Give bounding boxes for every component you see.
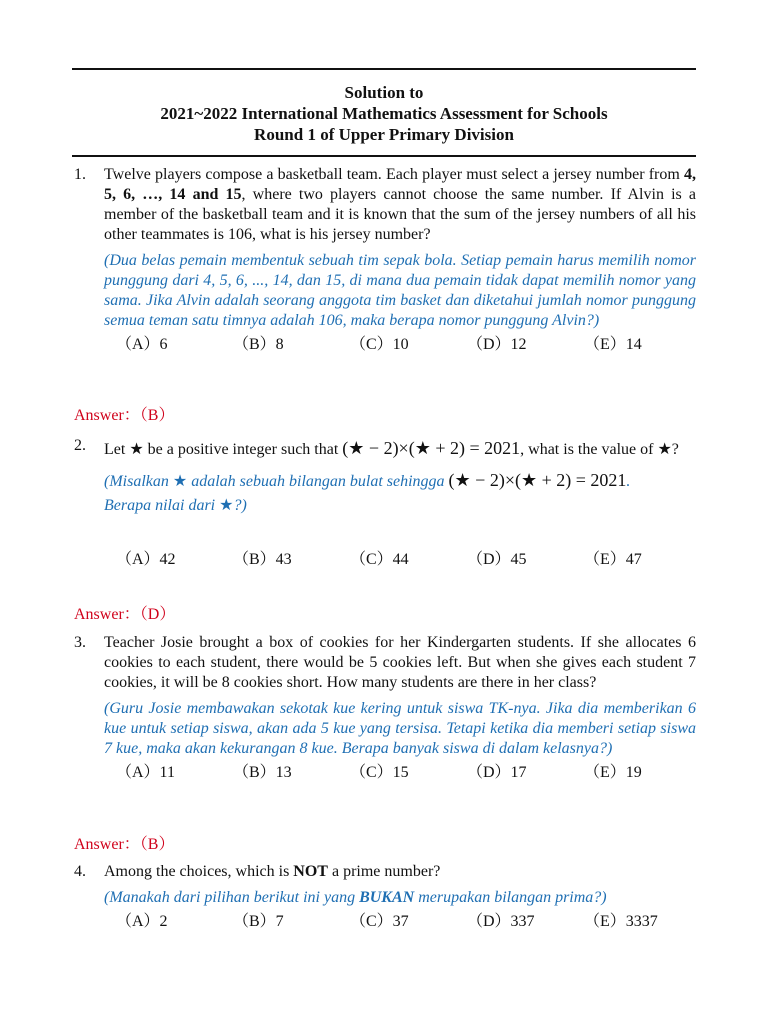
choice-e: （E）47 bbox=[584, 551, 642, 568]
star-symbol: ★ bbox=[129, 441, 144, 458]
question-text-part: , where two players cannot choose the same number. If Alvin is a member of the basketball team and it is known that the sum of the jersey numbers of all his other teammates is 106, what is his jersey number? bbox=[104, 186, 696, 243]
translation-part: . bbox=[626, 473, 631, 490]
question-1 bbox=[72, 165, 696, 357]
translation-part: Berapa nilai dari bbox=[104, 497, 220, 514]
choice-b: （B）7 bbox=[233, 913, 284, 930]
question-text-part: Twelve players compose a basketball team. Each player must select a jersey number from bbox=[104, 166, 684, 183]
choice-c: （C）10 bbox=[350, 336, 409, 353]
choice-d: （D）17 bbox=[467, 764, 527, 781]
question-number: 3. bbox=[74, 634, 86, 651]
choice-e: （E）19 bbox=[584, 764, 642, 781]
choice-a: （A）42 bbox=[116, 551, 176, 568]
question-text-part: Among the choices, which is bbox=[104, 863, 294, 880]
choice-b: （B）8 bbox=[233, 336, 284, 353]
choices-row bbox=[116, 912, 696, 934]
choice-e: （E）14 bbox=[584, 336, 642, 353]
choice-a: （A）2 bbox=[116, 913, 168, 930]
question-number: 4. bbox=[74, 863, 86, 880]
choice-c: （C）37 bbox=[350, 913, 409, 930]
question-text bbox=[104, 436, 696, 462]
header-line-2: 2021~2022 International Mathematics Assessment for Schools bbox=[160, 104, 608, 123]
question-2 bbox=[72, 436, 696, 572]
question-text bbox=[104, 165, 696, 245]
star-symbol: ★ bbox=[172, 473, 188, 490]
question-translation: (Guru Josie membawakan sekotak kue kering untuk siswa TK-nya. Jika dia memberikan 6 kue untuk setiap siswa, akan ada 5 kue yang tersisa. Tetapi ketika dia memberi setiap siswa 7 kue, maka akan kekurangan 8 kue. Berapa banyak siswa di dalam kelasnya?) bbox=[104, 700, 696, 757]
translation-part: adalah sebuah bilangan bulat sehingga bbox=[187, 473, 449, 490]
question-text-part: be a positive integer such that bbox=[143, 441, 343, 458]
question-number: 2. bbox=[74, 437, 86, 454]
question-text-part: , what is the value of bbox=[520, 441, 658, 458]
translation-part: merupakan bilangan prima?) bbox=[414, 889, 607, 906]
choice-b: （B）43 bbox=[233, 551, 292, 568]
star-symbol: ★ bbox=[219, 497, 234, 514]
question-text bbox=[104, 862, 696, 882]
answer-1 bbox=[74, 402, 174, 425]
choice-d: （D）45 bbox=[467, 551, 527, 568]
question-text: Teacher Josie brought a box of cookies for her Kindergarten students. If she allocates 6 cookies to each student, there would be 5 cookies left. But when she gives each student 7 cookies, it will be 8 cookies short. How many students are there in her class? bbox=[104, 634, 696, 691]
top-rule bbox=[72, 68, 696, 70]
question-translation bbox=[104, 468, 696, 518]
answer-3 bbox=[74, 831, 174, 854]
question-3 bbox=[72, 633, 696, 785]
choice-c: （C）15 bbox=[350, 764, 409, 781]
translation-part: (Misalkan bbox=[104, 473, 173, 490]
answer-value: （B） bbox=[139, 836, 175, 853]
header-rule bbox=[72, 155, 696, 157]
question-text-bold: NOT bbox=[293, 863, 328, 880]
answer-label: Answer： bbox=[74, 836, 140, 853]
question-text-part: a prime number? bbox=[327, 863, 441, 880]
choice-d: （D）337 bbox=[467, 913, 535, 930]
choice-d: （D）12 bbox=[467, 336, 527, 353]
translation-part: ?) bbox=[233, 497, 247, 514]
question-number: 1. bbox=[74, 166, 86, 183]
answer-label: Answer： bbox=[74, 407, 140, 424]
header-line-3: Round 1 of Upper Primary Division bbox=[254, 125, 514, 144]
equation: (★ − 2)×(★ + 2) = 2021 bbox=[448, 470, 627, 490]
question-translation bbox=[104, 888, 696, 908]
answer-label: Answer： bbox=[74, 606, 140, 623]
choice-a: （A）6 bbox=[116, 336, 168, 353]
question-text-part: Let bbox=[104, 441, 130, 458]
choice-e: （E）3337 bbox=[584, 913, 658, 930]
equation: (★ − 2)×(★ + 2) = 2021 bbox=[342, 438, 521, 458]
page-header bbox=[72, 82, 696, 145]
choice-c: （C）44 bbox=[350, 551, 409, 568]
choices-row bbox=[116, 763, 696, 785]
translation-part: (Manakah dari pilihan berikut ini yang bbox=[104, 889, 360, 906]
question-text-part: ? bbox=[671, 441, 679, 458]
answer-2 bbox=[74, 601, 175, 624]
choice-a: （A）11 bbox=[116, 764, 175, 781]
choices-row bbox=[116, 335, 696, 357]
answer-value: （B） bbox=[139, 407, 175, 424]
question-translation: (Dua belas pemain membentuk sebuah tim sepak bola. Setiap pemain harus memilih nomor punggung dari 4, 5, 6, ..., 14, dan 15, di mana dua pemain tidak dapat memilih nomor yang sama. Jika Alvin adalah seorang anggota tim basket dan diketahui jumlah nomor punggung semua teman satu timnya adalah 106, maka berapa nomor punggung Alvin?) bbox=[104, 252, 696, 329]
answer-value: （D） bbox=[139, 606, 176, 623]
choice-b: （B）13 bbox=[233, 764, 292, 781]
header-line-1: Solution to bbox=[344, 83, 424, 102]
question-4 bbox=[72, 862, 696, 934]
star-symbol: ★ bbox=[657, 441, 672, 458]
translation-bold: BUKAN bbox=[359, 889, 415, 906]
question-text-bold: 4, 5, 6, …, 14 and 15 bbox=[104, 166, 696, 203]
choices-row bbox=[116, 550, 696, 572]
